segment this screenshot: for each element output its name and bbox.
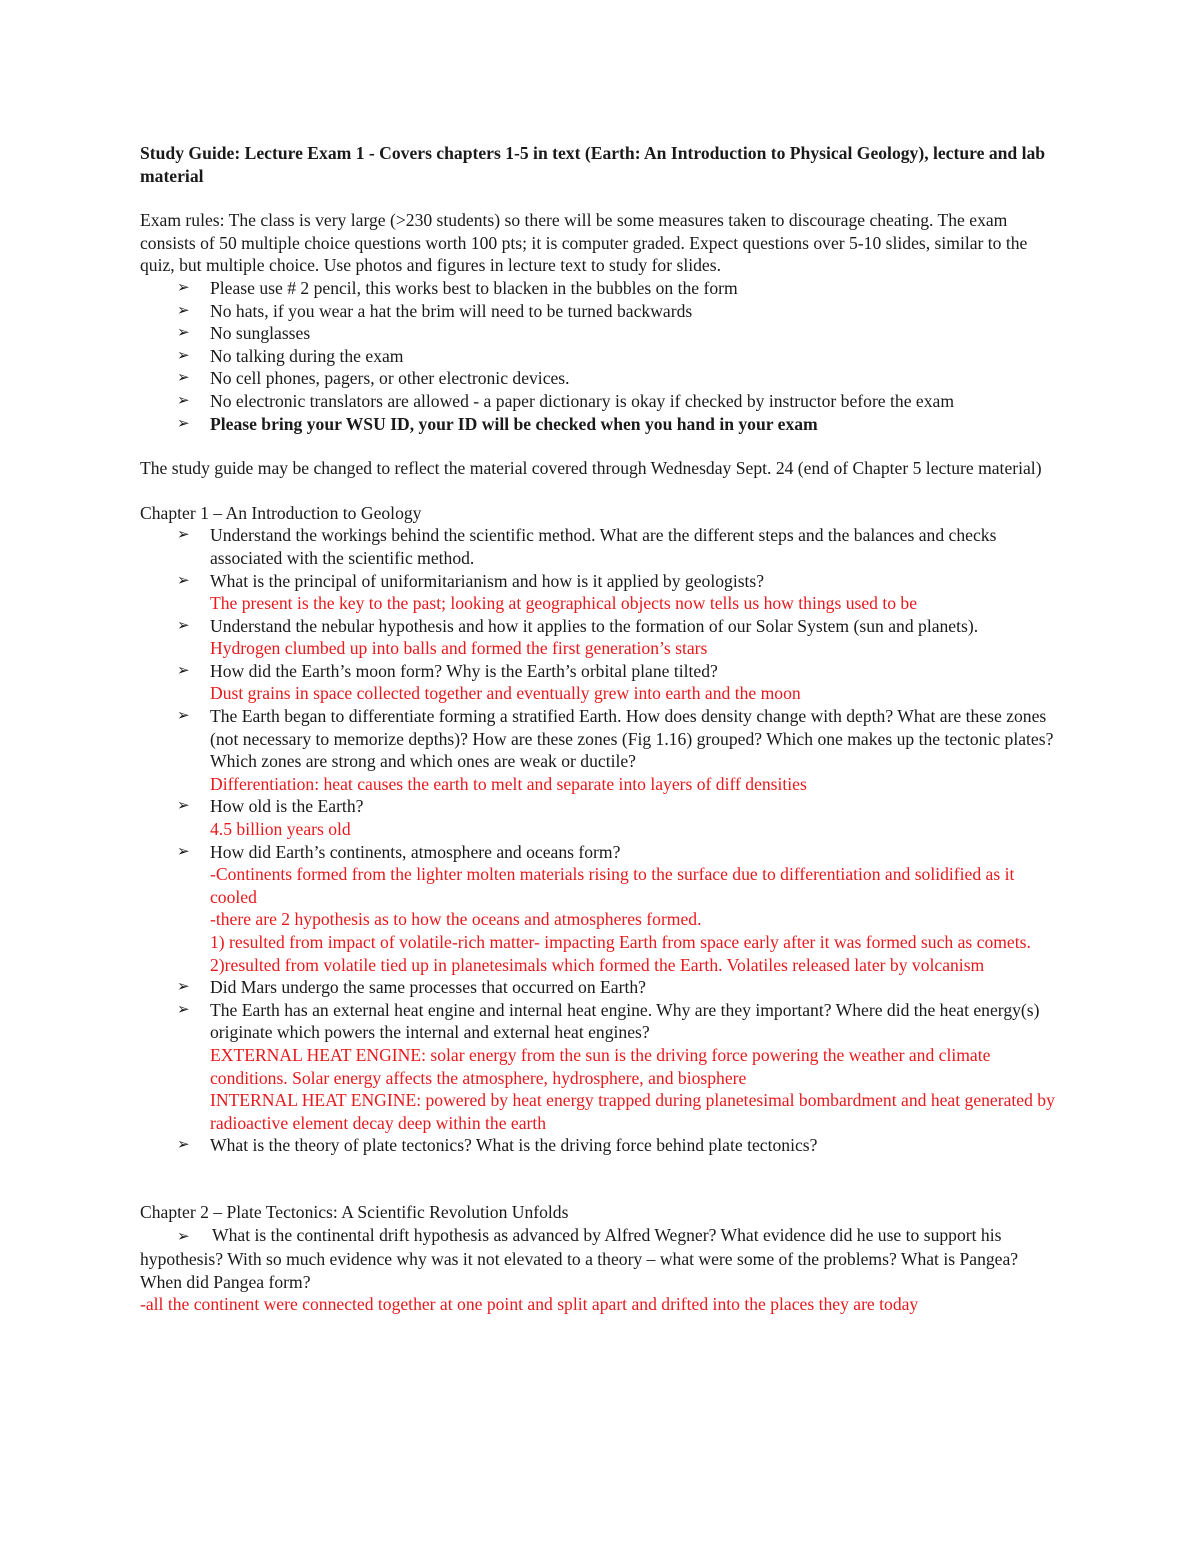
chapter-1-questions: [140, 524, 1060, 1157]
list-item: ➢ No cell phones, pagers, or other electronic devices.: [177, 368, 570, 389]
answer-text: 1) resulted from impact of volatile-rich matter- impacting Earth from space early after it was formed such as comets.: [210, 932, 1031, 952]
list-item: [140, 615, 1060, 660]
list-item: [140, 570, 1060, 615]
arrow-bullet-icon: ➢: [177, 370, 190, 387]
question-text: The Earth has an external heat engine and internal heat engine. Why are they important? Where did the heat energy(s) originate which powers the internal and external heat engines?: [210, 999, 1040, 1043]
answer-text: 4.5 billion years old: [210, 819, 351, 840]
question-text: Did Mars undergo the same processes that occurred on Earth?: [210, 977, 646, 998]
arrow-bullet-icon: ➢: [177, 798, 190, 815]
study-guide-page: [140, 142, 1060, 1316]
exam-rules-list: [140, 277, 1060, 435]
list-item: ➢ Please use # 2 pencil, this works best to blacken in the bubbles on the form: [177, 277, 738, 298]
list-item: [140, 1134, 1060, 1157]
question-text: What is the theory of plate tectonics? What is the driving force behind plate tectonics?: [210, 1135, 818, 1156]
arrow-bullet-icon: ➢: [177, 415, 190, 432]
list-item: ➢ No sunglasses: [177, 323, 311, 344]
answer-text: EXTERNAL HEAT ENGINE: solar energy from the sun is the driving force powering the weather and climate conditions. Solar energy affects the atmosphere, hydrosphere, and biosphere: [210, 1044, 991, 1088]
chapter-2-answer: -all the continent were connected together at one point and split apart and drifted into the places they are today: [140, 1294, 919, 1315]
question-text: How did the Earth’s moon form? Why is the Earth’s orbital plane tilted?: [210, 660, 718, 681]
list-item: [140, 795, 1060, 840]
answer-text: The present is the key to the past; looking at geographical objects now tells us how things used to be: [210, 593, 918, 614]
arrow-bullet-icon: ➢: [177, 527, 190, 544]
arrow-bullet-icon: ➢: [177, 325, 190, 342]
chapter-2-question: ➢ What is the continental drift hypothesis as advanced by Alfred Wegner? What evidence did he use to support his hypothesis? With so much evidence why was it not elevated to a theory – what were some of the problems? What is Pangea? When did Pangea form?: [140, 1224, 1019, 1292]
answer-text: -there are 2 hypothesis as to how the oceans and atmospheres formed.: [210, 909, 702, 930]
arrow-bullet-icon: ➢: [177, 1137, 190, 1154]
arrow-bullet-icon: ➢: [177, 843, 190, 860]
question-text: Understand the nebular hypothesis and how it applies to the formation of our Solar System (sun and planets).: [210, 615, 979, 636]
list-item: [140, 976, 1060, 999]
list-item: [140, 660, 1060, 705]
arrow-bullet-icon: ➢: [177, 392, 190, 409]
question-text: How did Earth’s continents, atmosphere and oceans form?: [210, 841, 621, 862]
arrow-bullet-icon: ➢: [177, 279, 190, 296]
arrow-bullet-icon: ➢: [177, 1228, 190, 1245]
arrow-bullet-icon: ➢: [177, 572, 190, 589]
answer-text: 2)resulted from volatile tied up in planetesimals which formed the Earth. Volatiles released later by volcanism: [210, 954, 985, 975]
question-text: How old is the Earth?: [210, 796, 364, 817]
exam-rules-intro: Exam rules: The class is very large (>230 students) so there will be some measures taken to discourage cheating. The exam consists of 50 multiple choice questions worth 100 pts; it is computer graded. Expect questions over 5-10 slides, similar to the quiz, but multiple choice. Use photos and figures in lecture text to study for slides.: [140, 210, 1028, 276]
arrow-bullet-icon: ➢: [177, 302, 190, 319]
list-item: [140, 705, 1060, 795]
page-title: Study Guide: Lecture Exam 1 - Covers chapters 1-5 in text (Earth: An Introduction to Physical Geology), lecture and lab material: [140, 143, 1046, 186]
answer-text: Dust grains in space collected together and eventually grew into earth and the moon: [210, 683, 801, 704]
list-item: ➢ Please bring your WSU ID, your ID will be checked when you hand in your exam: [177, 413, 818, 434]
chapter-1-heading: Chapter 1 – An Introduction to Geology: [140, 502, 422, 523]
chapter-2-heading: Chapter 2 – Plate Tectonics: A Scientific Revolution Unfolds: [140, 1201, 569, 1222]
list-item: [140, 524, 1060, 569]
list-item: [140, 999, 1060, 1135]
question-text: What is the principal of uniformitarianism and how is it applied by geologists?: [210, 570, 765, 591]
list-item: [140, 841, 1060, 977]
arrow-bullet-icon: ➢: [177, 617, 190, 634]
arrow-bullet-icon: ➢: [177, 347, 190, 364]
list-item: ➢ No electronic translators are allowed - a paper dictionary is okay if checked by instructor before the exam: [177, 390, 955, 411]
list-item: ➢ No talking during the exam: [177, 345, 404, 366]
question-text: The Earth began to differentiate forming a stratified Earth. How does density change with depth? What are these zones (not necessary to memorize depths)? How are these zones (Fig 1.16) grouped? Which one makes up the tectonic plates? Which zones are strong and which ones are weak or ductile?: [210, 706, 1054, 772]
arrow-bullet-icon: ➢: [177, 1001, 190, 1018]
study-guide-note: The study guide may be changed to reflect the material covered through Wednesday Sept. 24 (end of Chapter 5 lecture material): [140, 458, 1042, 479]
arrow-bullet-icon: ➢: [177, 708, 190, 725]
arrow-bullet-icon: ➢: [177, 662, 190, 679]
answer-text: INTERNAL HEAT ENGINE: powered by heat energy trapped during planetesimal bombardment and heat generated by radioactive element decay deep within the earth: [210, 1090, 1055, 1133]
arrow-bullet-icon: ➢: [177, 979, 190, 996]
answer-text: Hydrogen clumbed up into balls and formed the first generation’s stars: [210, 638, 708, 659]
question-text: Understand the workings behind the scientific method. What are the different steps and the balances and checks associated with the scientific method.: [210, 525, 997, 568]
list-item: ➢ No hats, if you wear a hat the brim will need to be turned backwards: [177, 300, 693, 321]
answer-text: Differentiation: heat causes the earth to melt and separate into layers of diff densities: [210, 773, 807, 794]
answer-text: -Continents formed from the lighter molten materials rising to the surface due to differentiation and solidified as it cooled: [210, 864, 1015, 907]
